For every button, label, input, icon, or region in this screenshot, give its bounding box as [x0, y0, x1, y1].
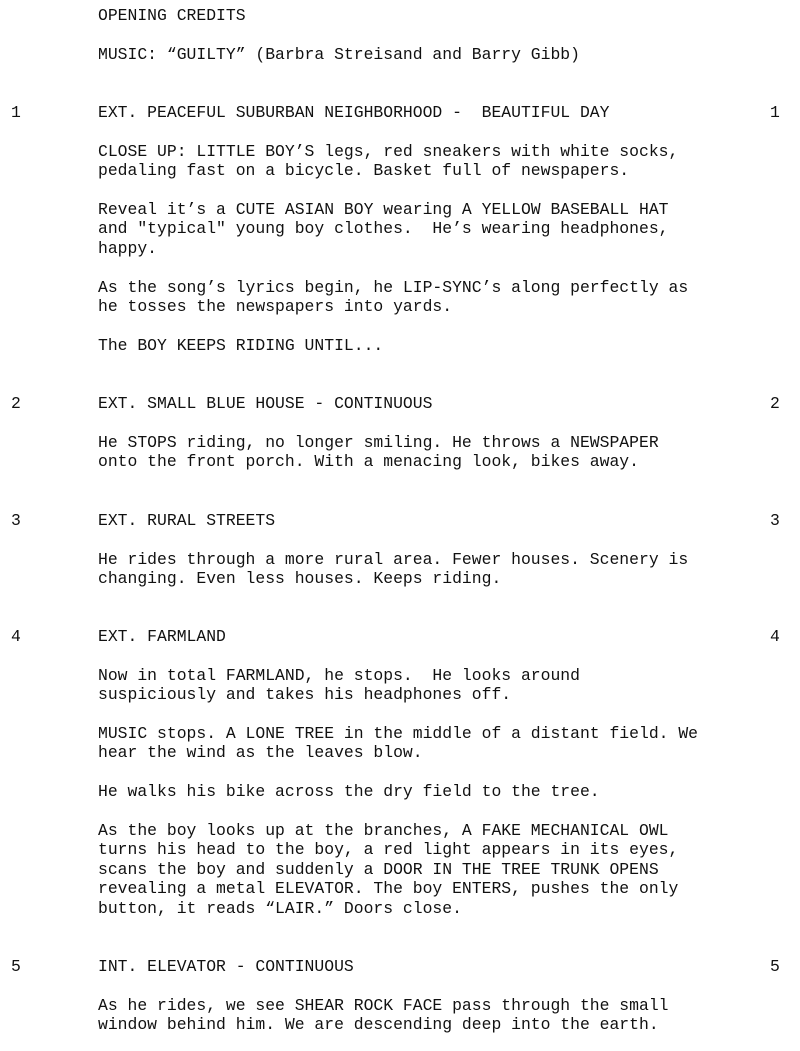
action-paragraph: MUSIC stops. A LONE TREE in the middle of a distant field. We hear the wind as the leaves blow. — [98, 724, 698, 763]
music-cue: MUSIC: “GUILTY” (Barbra Streisand and Barry Gibb) — [98, 45, 580, 64]
action-paragraph: Reveal it’s a CUTE ASIAN BOY wearing A YELLOW BASEBALL HAT and "typical" young boy clothes. He’s wearing headphones, happy. — [98, 200, 669, 258]
scene-number-left: 3 — [11, 511, 21, 530]
scene-heading: INT. ELEVATOR - CONTINUOUS — [98, 957, 354, 976]
scene-number-left: 2 — [11, 394, 21, 413]
scene-number-right: 4 — [770, 627, 780, 646]
action-paragraph: He walks his bike across the dry field to the tree. — [98, 782, 600, 801]
scene-number-left: 5 — [11, 957, 21, 976]
scene-number-right: 5 — [770, 957, 780, 976]
scene-heading: EXT. PEACEFUL SUBURBAN NEIGHBORHOOD - BEAUTIFUL DAY — [98, 103, 610, 122]
action-paragraph: Now in total FARMLAND, he stops. He looks around suspiciously and takes his headphones off. — [98, 666, 580, 705]
action-paragraph: He rides through a more rural area. Fewer houses. Scenery is changing. Even less houses. Keeps riding. — [98, 550, 689, 589]
scene-number-right: 3 — [770, 511, 780, 530]
scene-heading: EXT. FARMLAND — [98, 627, 226, 646]
scene-number-right: 1 — [770, 103, 780, 122]
action-paragraph: The BOY KEEPS RIDING UNTIL... — [98, 336, 384, 355]
scene-number-right: 2 — [770, 394, 780, 413]
scene-heading: EXT. RURAL STREETS — [98, 511, 276, 530]
scene-number-left: 1 — [11, 103, 21, 122]
action-paragraph: CLOSE UP: LITTLE BOY’S legs, red sneakers with white socks, pedaling fast on a bicycle. Basket full of newspapers. — [98, 142, 679, 181]
opening-credits: OPENING CREDITS — [98, 6, 246, 25]
action-paragraph: As he rides, we see SHEAR ROCK FACE pass through the small window behind him. We are descending deep into the earth. — [98, 996, 669, 1035]
action-paragraph: He STOPS riding, no longer smiling. He throws a NEWSPAPER onto the front porch. With a menacing look, bikes away. — [98, 433, 659, 472]
scene-number-left: 4 — [11, 627, 21, 646]
action-paragraph: As the song’s lyrics begin, he LIP-SYNC’s along perfectly as he tosses the newspapers into yards. — [98, 278, 689, 317]
scene-heading: EXT. SMALL BLUE HOUSE - CONTINUOUS — [98, 394, 433, 413]
action-paragraph: As the boy looks up at the branches, A FAKE MECHANICAL OWL turns his head to the boy, a red light appears in its eyes, scans the boy and suddenly a DOOR IN THE TREE TRUNK OPENS revealing a metal ELEVATOR. The boy ENTERS, pushes the only button, it reads “LAIR.” Doors close. — [98, 821, 679, 918]
